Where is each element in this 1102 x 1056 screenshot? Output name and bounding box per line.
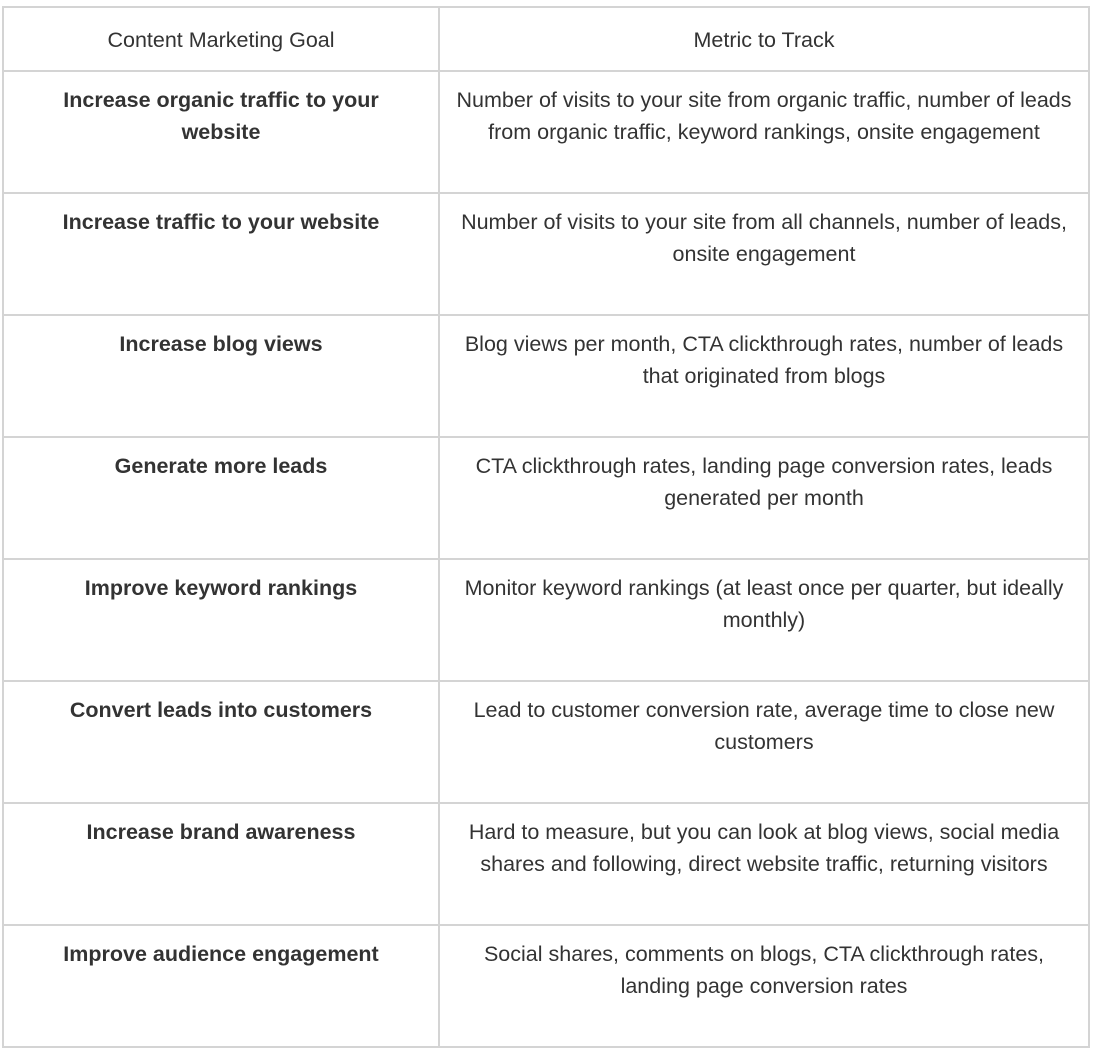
goal-text: Increase organic traffic to your website <box>63 88 379 144</box>
goal-cell <box>3 925 439 1047</box>
goal-cell <box>3 559 439 681</box>
table-row <box>3 681 1089 803</box>
metric-cell <box>439 803 1089 925</box>
goal-text: Convert leads into customers <box>69 698 373 722</box>
table-header-row <box>3 7 1089 71</box>
metric-text: Number of visits to your site from all channels, number of leads, onsite engagement <box>461 210 1067 266</box>
goal-cell <box>3 71 439 193</box>
goal-cell <box>3 193 439 315</box>
goal-cell <box>3 315 439 437</box>
table-row <box>3 437 1089 559</box>
goal-text: Increase blog views <box>119 332 323 356</box>
metric-text: Monitor keyword rankings (at least once per quarter, but ideally monthly) <box>464 576 1064 632</box>
goal-text: Increase brand awareness <box>86 820 356 844</box>
table-row <box>3 315 1089 437</box>
metric-text: Hard to measure, but you can look at blog views, social media shares and following, direct website traffic, returning visitors <box>468 820 1060 876</box>
metric-cell <box>439 437 1089 559</box>
goal-text: Improve audience engagement <box>63 942 379 966</box>
metric-cell <box>439 71 1089 193</box>
metric-cell <box>439 193 1089 315</box>
goal-cell <box>3 681 439 803</box>
table-row <box>3 803 1089 925</box>
header-goal-label: Content Marketing Goal <box>107 28 335 52</box>
table-row <box>3 925 1089 1047</box>
metric-cell <box>439 925 1089 1047</box>
goal-cell <box>3 437 439 559</box>
header-goal <box>3 7 439 71</box>
metric-cell <box>439 559 1089 681</box>
table-row <box>3 193 1089 315</box>
goal-text: Improve keyword rankings <box>84 576 358 600</box>
header-metric-label: Metric to Track <box>693 28 835 52</box>
goals-metrics-table <box>2 6 1090 1048</box>
metric-text: Lead to customer conversion rate, average time to close new customers <box>473 698 1055 754</box>
table-row <box>3 71 1089 193</box>
goal-text: Increase traffic to your website <box>62 210 380 234</box>
metric-cell <box>439 315 1089 437</box>
metric-text: Number of visits to your site from organic traffic, number of leads from organic traffic, keyword rankings, onsite engagement <box>456 88 1072 144</box>
metric-text: Blog views per month, CTA clickthrough rates, number of leads that originated from blogs <box>464 332 1064 388</box>
metric-text: CTA clickthrough rates, landing page conversion rates, leads generated per month <box>475 454 1053 510</box>
metric-text: Social shares, comments on blogs, CTA clickthrough rates, landing page conversion rates <box>483 942 1045 998</box>
goal-text: Generate more leads <box>114 454 328 478</box>
metric-cell <box>439 681 1089 803</box>
header-metric <box>439 7 1089 71</box>
table-row <box>3 559 1089 681</box>
goal-cell <box>3 803 439 925</box>
